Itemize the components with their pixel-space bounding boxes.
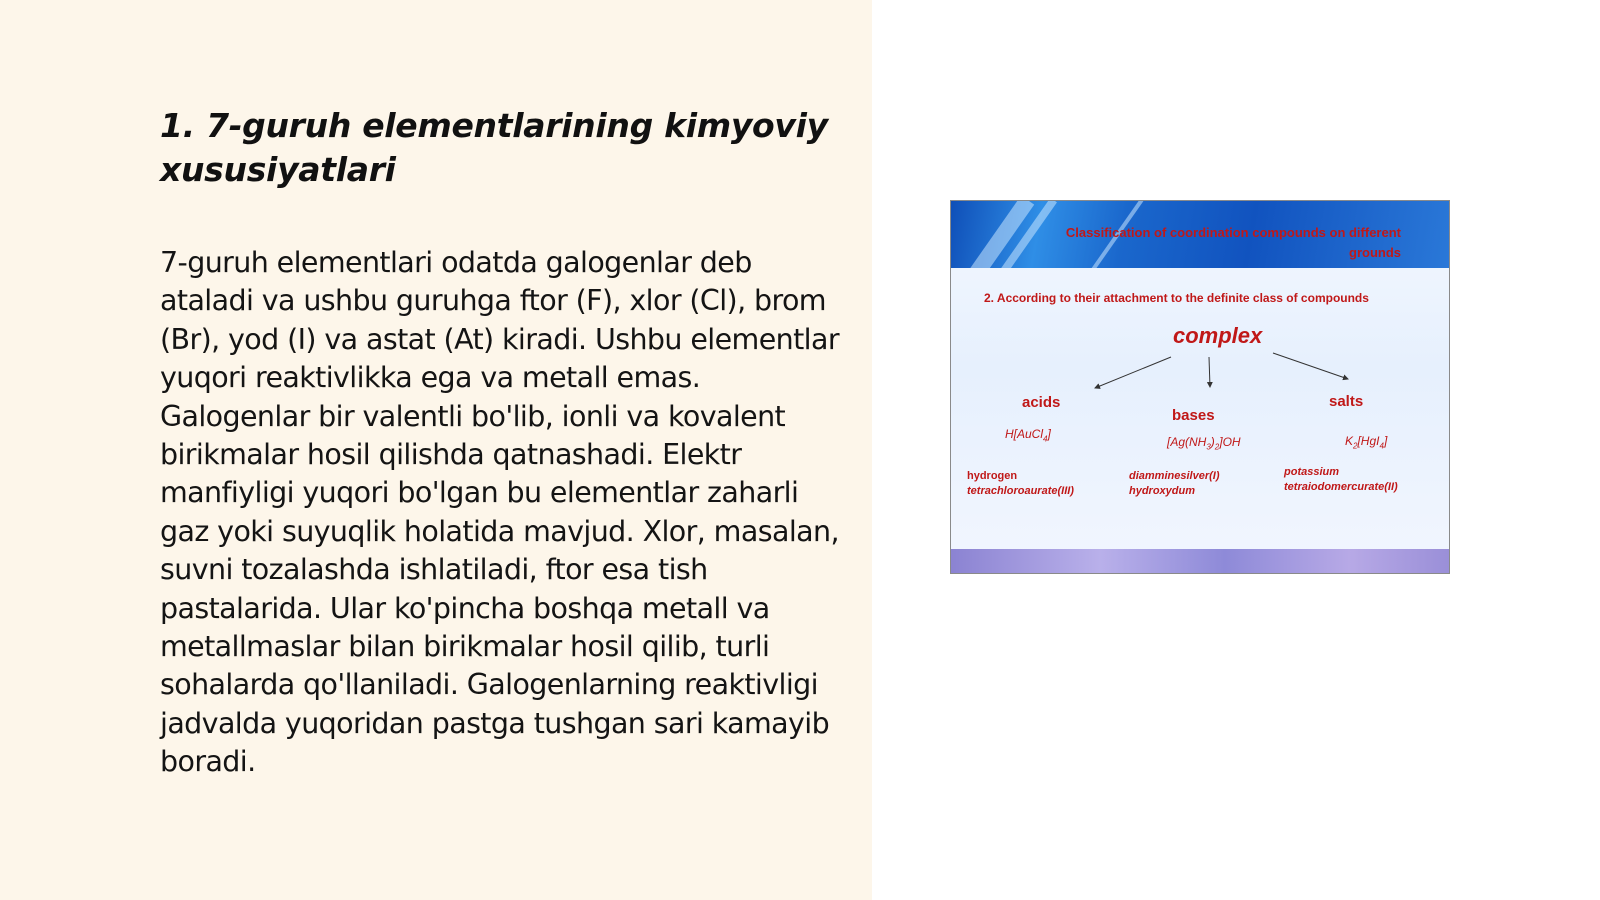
compound-name-acids-line2: tetrachloroaurate(III) bbox=[967, 485, 1074, 497]
image-footer-band bbox=[951, 549, 1449, 573]
formula-bases: $[Ag(NH_3)_2]OH$ bbox=[1167, 435, 1241, 452]
image-complex-label: complex bbox=[1173, 323, 1263, 348]
classification-arrows bbox=[951, 201, 1450, 574]
formula-acids: H[AuCl$_4$] bbox=[1005, 427, 1051, 444]
image-subtitle: 2. According to their attachment to the definite class of compounds bbox=[984, 291, 1369, 305]
arrow-to-bases bbox=[1209, 357, 1210, 387]
compound-name-bases-line2: hydroxydum bbox=[1129, 485, 1196, 497]
compound-name-salts bbox=[1284, 465, 1398, 495]
class-label-salts: salts bbox=[1329, 393, 1364, 410]
slide-title: 1. 7-guruh elementlarining kimyoviy xususiyatlari bbox=[160, 106, 828, 189]
image-header-title: Classification of coordination compounds on different grounds bbox=[1065, 225, 1401, 260]
class-label-bases: bases bbox=[1172, 407, 1215, 424]
slide-body-text: 7-guruh elementlari odatda galogenlar deb ataladi va ushbu guruhga ftor (F), xlor (Cl), brom (Br), yod (I) va astat (At) kiradi. Ushbu elementlar yuqori reaktivlikka ega va metall emas. Galogenlar bir valentli bo'lib, ionli va kovalent birikmalar hosil qilishda qatnashadi. Elektr manfiyligi yuqori bo'lgan bu elementlar zaharli gaz yoki suyuqlik holatida mavjud. Xlor, masalan, suvni tozalashda ishlatiladi, ftor esa tish pastalarida. Ular ko'pincha boshqa metall va metallmaslar bilan birikmalar hosil qilib, turli sohalarda qo'llaniladi. Galogenlarning reaktivligi jadvalda yuqoridan pastga tushgan sari kamayib boradi. bbox=[160, 246, 839, 779]
arrow-to-acids bbox=[1095, 357, 1171, 388]
compound-name-bases-line1: diamminesilver(I) bbox=[1129, 470, 1220, 482]
compound-name-acids bbox=[967, 469, 1074, 499]
compound-name-salts-line2: tetraiodomercurate(II) bbox=[1284, 481, 1398, 493]
compound-name-acids-line1: hydrogen bbox=[967, 470, 1018, 482]
formula-salts: $K_2[HgI_4]$ bbox=[1345, 434, 1388, 451]
compound-name-bases bbox=[1129, 469, 1219, 499]
compound-name-salts-line1: potassium bbox=[1284, 466, 1340, 478]
class-label-acids: acids bbox=[1022, 394, 1061, 411]
arrow-to-salts bbox=[1273, 353, 1348, 379]
coordination-compounds-image bbox=[950, 200, 1450, 574]
